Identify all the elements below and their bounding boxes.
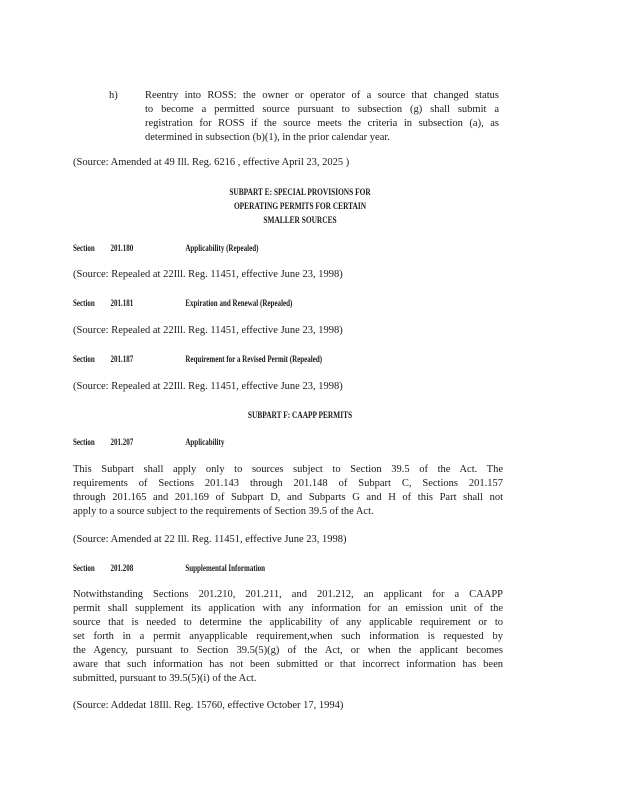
- source-note: (Source: Amended at 49 Ill. Reg. 6216 , effective April 23, 2025 ): [73, 157, 350, 168]
- section-title: Supplemental Information: [185, 563, 266, 573]
- source-note: (Source: Amended at 22 Ill. Reg. 11451, effective June 23, 1998): [73, 534, 347, 545]
- source-note: (Source: Addedat 18Ill. Reg. 15760, effective October 17, 1994): [73, 700, 344, 711]
- text-line: submitted, pursuant to 39.5(5)(i) of the Act.: [73, 673, 257, 684]
- text-line: source that is needed to determine the applicability of any applicable requirement or to: [73, 617, 503, 628]
- section-number: 201.207: [110, 437, 134, 447]
- source-note: (Source: Repealed at 22Ill. Reg. 11451, effective June 23, 1998): [73, 325, 343, 336]
- section-label: Section: [73, 563, 95, 573]
- section-title: Expiration and Renewal (Repealed): [185, 298, 293, 308]
- section-heading: [73, 242, 258, 254]
- subpart-heading: [177, 408, 423, 422]
- text-line: to become a permitted source pursuant to subsection (g) shall submit a: [145, 104, 499, 115]
- subpart-heading-line: SMALLER SOURCES: [263, 215, 337, 225]
- section-label: Section: [73, 437, 95, 447]
- text-line: set forth in a permit anyapplicable requirement,when such information is requested by: [73, 631, 503, 642]
- section-number: 201.180: [110, 243, 134, 253]
- section-title: Applicability: [185, 437, 225, 447]
- source-note: (Source: Repealed at 22Ill. Reg. 11451, effective June 23, 1998): [73, 269, 343, 280]
- text-line: the Agency, pursuant to Section 39.5(5)(g) of the Act, or when the applicant becomes: [73, 645, 503, 656]
- subpart-heading-line: OPERATING PERMITS FOR CERTAIN: [233, 201, 367, 211]
- paragraph: [73, 463, 503, 519]
- section-heading: [73, 353, 322, 365]
- subpart-heading: [177, 185, 423, 227]
- text-line: aware that such information has not been submitted or that incorrect information has been: [73, 659, 503, 670]
- section-label: Section: [73, 243, 95, 253]
- section-number: 201.187: [110, 354, 134, 364]
- h-item-text: [145, 89, 499, 145]
- paragraph: [73, 588, 503, 686]
- section-label: Section: [73, 298, 95, 308]
- section-heading: [73, 562, 265, 574]
- source-note: (Source: Repealed at 22Ill. Reg. 11451, effective June 23, 1998): [73, 381, 343, 392]
- text-line: requirements of Sections 201.143 through 201.148 of Subpart C, Sections 201.157: [73, 478, 503, 489]
- section-heading: [73, 297, 292, 309]
- text-line: Notwithstanding Sections 201.210, 201.211, and 201.212, an applicant for a CAAPP: [73, 589, 503, 600]
- section-number: 201.181: [110, 298, 134, 308]
- section-label: Section: [73, 354, 95, 364]
- section-heading: [73, 436, 224, 448]
- list-marker: h): [109, 90, 118, 101]
- text-line: Reentry into ROSS: the owner or operator of a source that changed status: [145, 90, 499, 101]
- text-line: This Subpart shall apply only to sources subject to Section 39.5 of the Act. The: [73, 464, 503, 475]
- text-line: determined in subsection (b)(1), in the prior calendar year.: [145, 132, 390, 143]
- subpart-heading-line: SUBPART F: CAAPP PERMITS: [247, 410, 353, 420]
- section-number: 201.208: [110, 563, 134, 573]
- subpart-heading-line: SUBPART E: SPECIAL PROVISIONS FOR: [229, 187, 371, 197]
- text-line: permit shall supplement its application with any information for an emission unit of the: [73, 603, 503, 614]
- section-title: Requirement for a Revised Permit (Repealed): [185, 354, 323, 364]
- section-title: Applicability (Repealed): [185, 243, 259, 253]
- text-line: through 201.165 and 201.169 of Subpart D, and Subparts G and H of this Part shall not: [73, 492, 503, 503]
- text-line: apply to a source subject to the requirements of Section 39.5 of the Act.: [73, 506, 374, 517]
- text-line: registration for ROSS if the source meets the criteria in subsection (a), as: [145, 118, 499, 129]
